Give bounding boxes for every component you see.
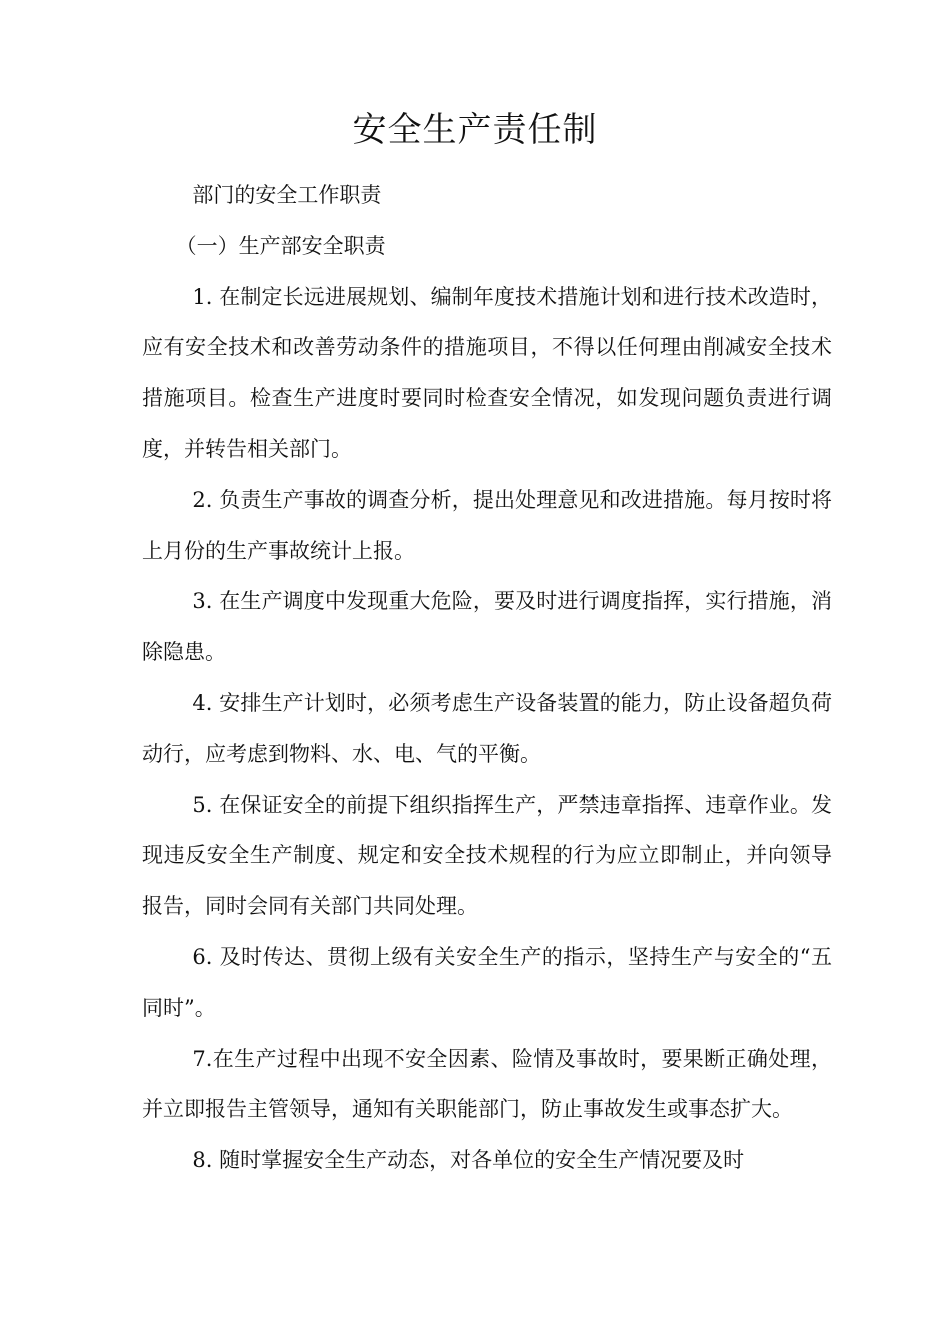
paragraph-1: 1. 在制定长远进展规划、编制年度技术措施计划和进行技术改造时，应有安全技术和改善劳动条件的措施项目，不得以任何理由削减安全技术措施项目。检查生产进度时要同时检查安全情况，如发现问题负责进行调度，并转告相关部门。 xyxy=(142,284,832,461)
document-title: 安全生产责任制 xyxy=(352,110,598,150)
subsection-heading: （一）生产部安全职责 xyxy=(175,233,386,258)
paragraph-7: 7.在生产过程中出现不安全因素、险情及事故时，要果断正确处理，并立即报告主管领导，通知有关职能部门，防止事故发生或事态扩大。 xyxy=(142,1046,832,1122)
document-body xyxy=(142,170,832,1186)
paragraph-3: 3. 在生产调度中发现重大危险，要及时进行调度指挥，实行措施，消除隐患。 xyxy=(142,589,832,665)
paragraph-8: 8. 随时掌握安全生产动态，对各单位的安全生产情况要及时 xyxy=(192,1148,745,1173)
paragraph-6: 6. 及时传达、贯彻上级有关安全生产的指示，坚持生产与安全的“五同时”。 xyxy=(142,944,832,1020)
paragraph-4: 4. 安排生产计划时，必须考虑生产设备装置的能力，防止设备超负荷动行，应考虑到物料、水、电、气的平衡。 xyxy=(142,690,832,766)
paragraph-2: 2. 负责生产事故的调查分析，提出处理意见和改进措施。每月按时将上月份的生产事故统计上报。 xyxy=(142,487,832,563)
paragraph-5: 5. 在保证安全的前提下组织指挥生产，严禁违章指挥、违章作业。发现违反安全生产制度、规定和安全技术规程的行为应立即制止，并向领导报告，同时会同有关部门共同处理。 xyxy=(142,792,832,919)
section-heading: 部门的安全工作职责 xyxy=(192,183,382,207)
